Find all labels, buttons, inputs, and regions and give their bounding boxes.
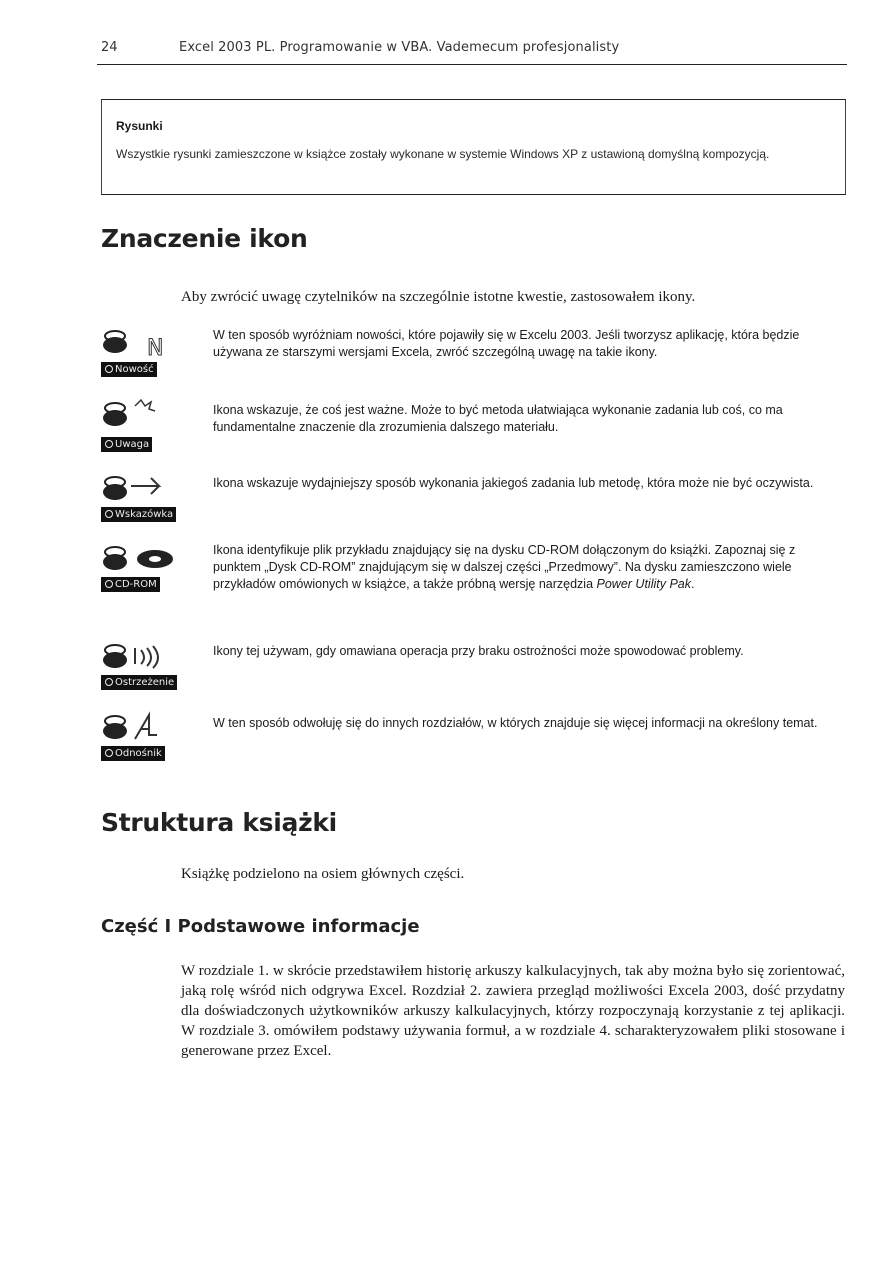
page-number: 24	[101, 40, 118, 55]
new-icon	[101, 327, 183, 377]
icon-label: Wskazówka	[101, 507, 176, 522]
icon-row-reference	[101, 711, 841, 767]
icon-label: Uwaga	[101, 437, 152, 452]
book-title: Excel 2003 PL. Programowanie w VBA. Vademecum profesjonalisty	[179, 40, 620, 55]
alert-icon	[101, 640, 183, 690]
note-box-text: Wszystkie rysunki zamieszczone w książce zostały wykonane w systemie Windows XP z ustawioną domyślną kompozycją.	[116, 147, 770, 161]
icon-description: Ikony tej używam, gdy omawiana operacja przy braku ostrożności może spowodować problemy.	[213, 644, 744, 658]
icon-description: Ikona wskazuje wydajniejszy sposób wykonania jakiegoś zadania lub metodę, która może nie być oczywista.	[213, 476, 814, 490]
icon-label: Odnośnik	[101, 746, 165, 761]
structure-intro: Książkę podzielono na osiem głównych części.	[181, 866, 465, 882]
icon-description: Ikona identyfikuje plik przykładu znajdujący się na dysku CD-ROM dołączonym do książki. Zapoznaj się z punktem „Dysk CD-ROM” znajdującym się w dalszej części „Przedmowy”. Na dysku zamieszczono wiele przykładów omówionych w książce, a także próbną wersję narzędzia Power Utility Pak.	[213, 543, 796, 591]
tip-icon	[101, 472, 183, 522]
note-box	[101, 99, 846, 195]
icon-row-new	[101, 327, 841, 383]
icon-label: Ostrzeżenie	[101, 675, 177, 690]
icon-row-alert	[101, 640, 841, 696]
running-header	[97, 36, 847, 65]
reference-icon	[101, 711, 183, 761]
icon-description: W ten sposób odwołuję się do innych rozdziałów, w których znajduje się więcej informacji na określony temat.	[213, 716, 818, 730]
icon-row-cdrom	[101, 542, 841, 614]
section-heading-structure: Struktura książki	[101, 808, 337, 837]
cd-icon	[101, 542, 183, 592]
icon-label: CD-ROM	[101, 577, 160, 592]
icons-intro: Aby zwrócić uwagę czytelników na szczególnie istotne kwestie, zastosowałem ikony.	[181, 289, 696, 305]
warning-icon	[101, 396, 183, 452]
icon-row-tip	[101, 472, 841, 528]
icon-description: Ikona wskazuje, że coś jest ważne. Może to być metoda ułatwiająca wykonanie zadania lub coś, co ma fundamentalne znaczenie dla zrozumienia dalszego materiału.	[213, 403, 783, 434]
icon-row-warning	[101, 396, 841, 452]
part-one-heading: Część I Podstawowe informacje	[101, 916, 420, 937]
part-one-text: W rozdziale 1. w skrócie przedstawiłem historię arkuszy kalkulacyjnych, tak aby można było się zorientować, jaką rolę wśród nich odgrywa Excel. Rozdział 2. zawiera przegląd możliwości Excela 2003, dość przydatny dla doświadczonych użytkowników arkuszy kalkulacyjnych, którzy rozpoczynają korzystanie z tej aplikacji. W rozdziale 3. omówiłem podstawy używania formuł, a w rozdziale 4. scharakteryzowałem pliki stosowane i generowane przez Excel.	[181, 963, 845, 1059]
icon-description: W ten sposób wyróżniam nowości, które pojawiły się w Excelu 2003. Jeśli tworzysz aplikację, która będzie używana ze starszymi wersjami Excela, zwróć szczególną uwagę na takie ikony.	[213, 328, 800, 359]
note-box-title: Rysunki	[116, 119, 163, 133]
svg-text:N: N	[147, 336, 164, 361]
section-heading-icons: Znaczenie ikon	[101, 224, 308, 253]
icon-label: Nowość	[101, 362, 157, 377]
